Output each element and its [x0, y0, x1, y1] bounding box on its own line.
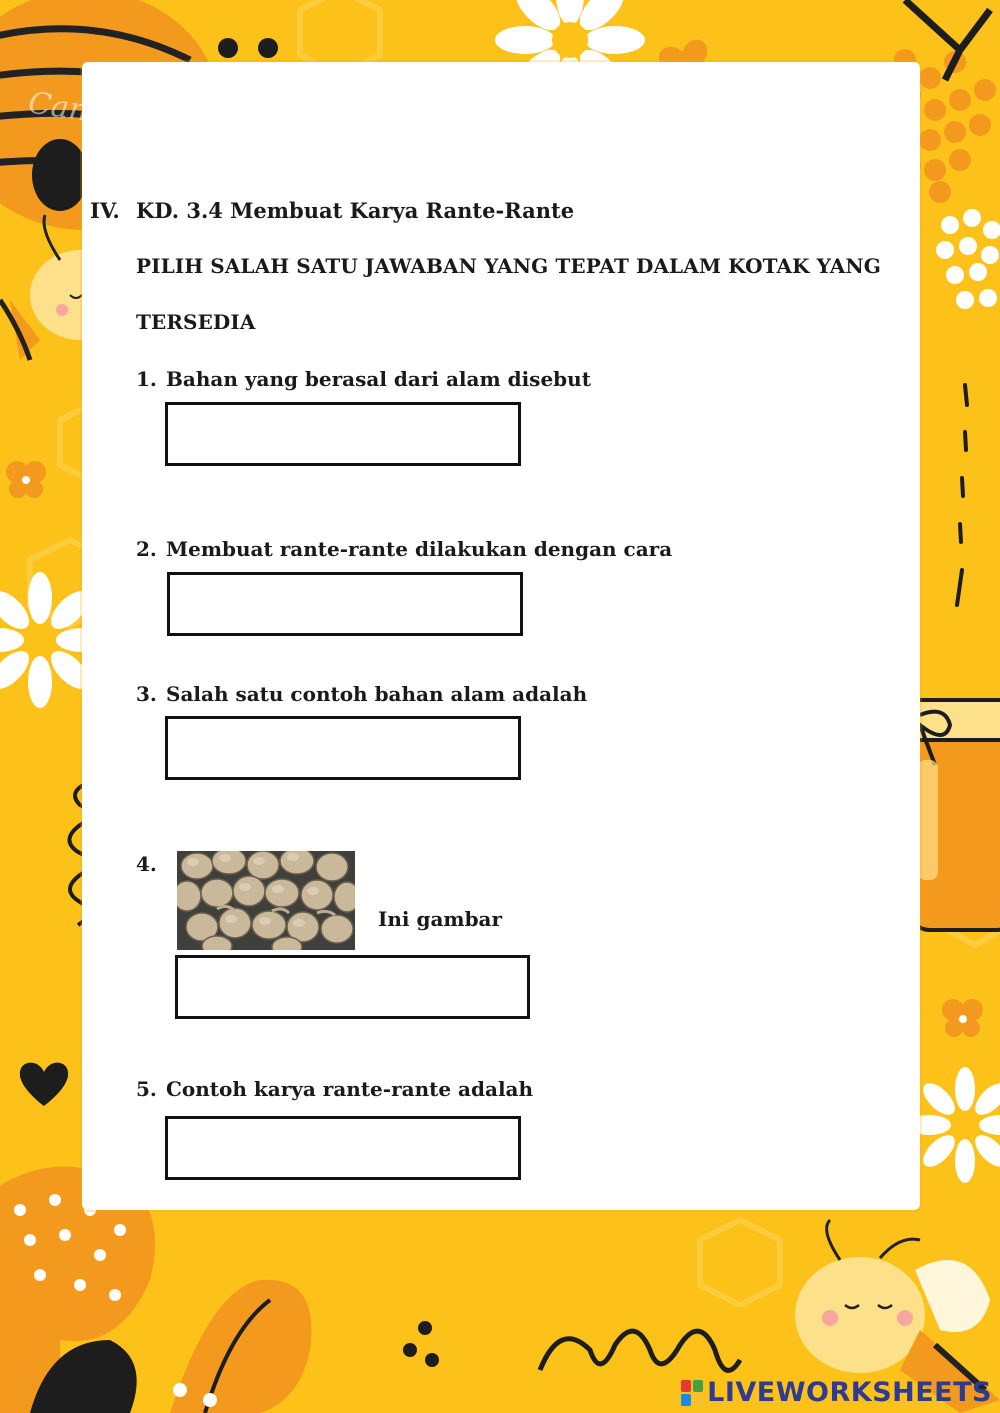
- answer-box-2[interactable]: [167, 572, 523, 636]
- question-text: Contoh karya rante-rante adalah: [166, 1077, 534, 1101]
- logo-square-green: [693, 1380, 703, 1392]
- answer-box-4[interactable]: [175, 955, 530, 1019]
- instruction-line-2: TERSEDIA: [136, 310, 256, 334]
- question-5: [136, 1077, 533, 1101]
- question-text: Bahan yang berasal dari alam disebut: [166, 367, 591, 391]
- question-text: Salah satu contoh bahan alam adalah: [166, 682, 588, 706]
- liveworksheets-logo-icon: [681, 1380, 703, 1406]
- instruction-line-1: PILIH SALAH SATU JAWABAN YANG TEPAT DALAM KOTAK YANG: [136, 254, 881, 278]
- answer-box-1[interactable]: [165, 402, 521, 466]
- logo-square-blue: [681, 1394, 691, 1406]
- section-number: IV.: [90, 198, 120, 223]
- section-heading: [90, 198, 574, 223]
- question-4-text: Ini gambar: [378, 907, 503, 931]
- question-number: 5.: [136, 1077, 157, 1101]
- logo-square-yellow: [693, 1394, 703, 1406]
- liveworksheets-brand[interactable]: [681, 1377, 992, 1408]
- answer-box-5[interactable]: [165, 1116, 521, 1180]
- canva-watermark: Canva: [26, 85, 125, 134]
- question-2: [136, 537, 672, 561]
- answer-box-3[interactable]: [165, 716, 521, 780]
- brand-name: LIVEWORKSHEETS: [707, 1377, 992, 1408]
- question-4-number: 4.: [136, 852, 157, 876]
- question-number: 3.: [136, 682, 157, 706]
- section-title: KD. 3.4 Membuat Karya Rante-Rante: [136, 198, 575, 223]
- question-text: Membuat rante-rante dilakukan dengan cara: [166, 537, 673, 561]
- seeds-photo: [177, 851, 355, 950]
- worksheet-paper: [82, 62, 920, 1210]
- butterfly-left: [6, 461, 46, 498]
- question-number: 1.: [136, 367, 157, 391]
- question-number: 2.: [136, 537, 157, 561]
- question-3: [136, 682, 587, 706]
- question-1: [136, 367, 591, 391]
- logo-square-red: [681, 1380, 691, 1392]
